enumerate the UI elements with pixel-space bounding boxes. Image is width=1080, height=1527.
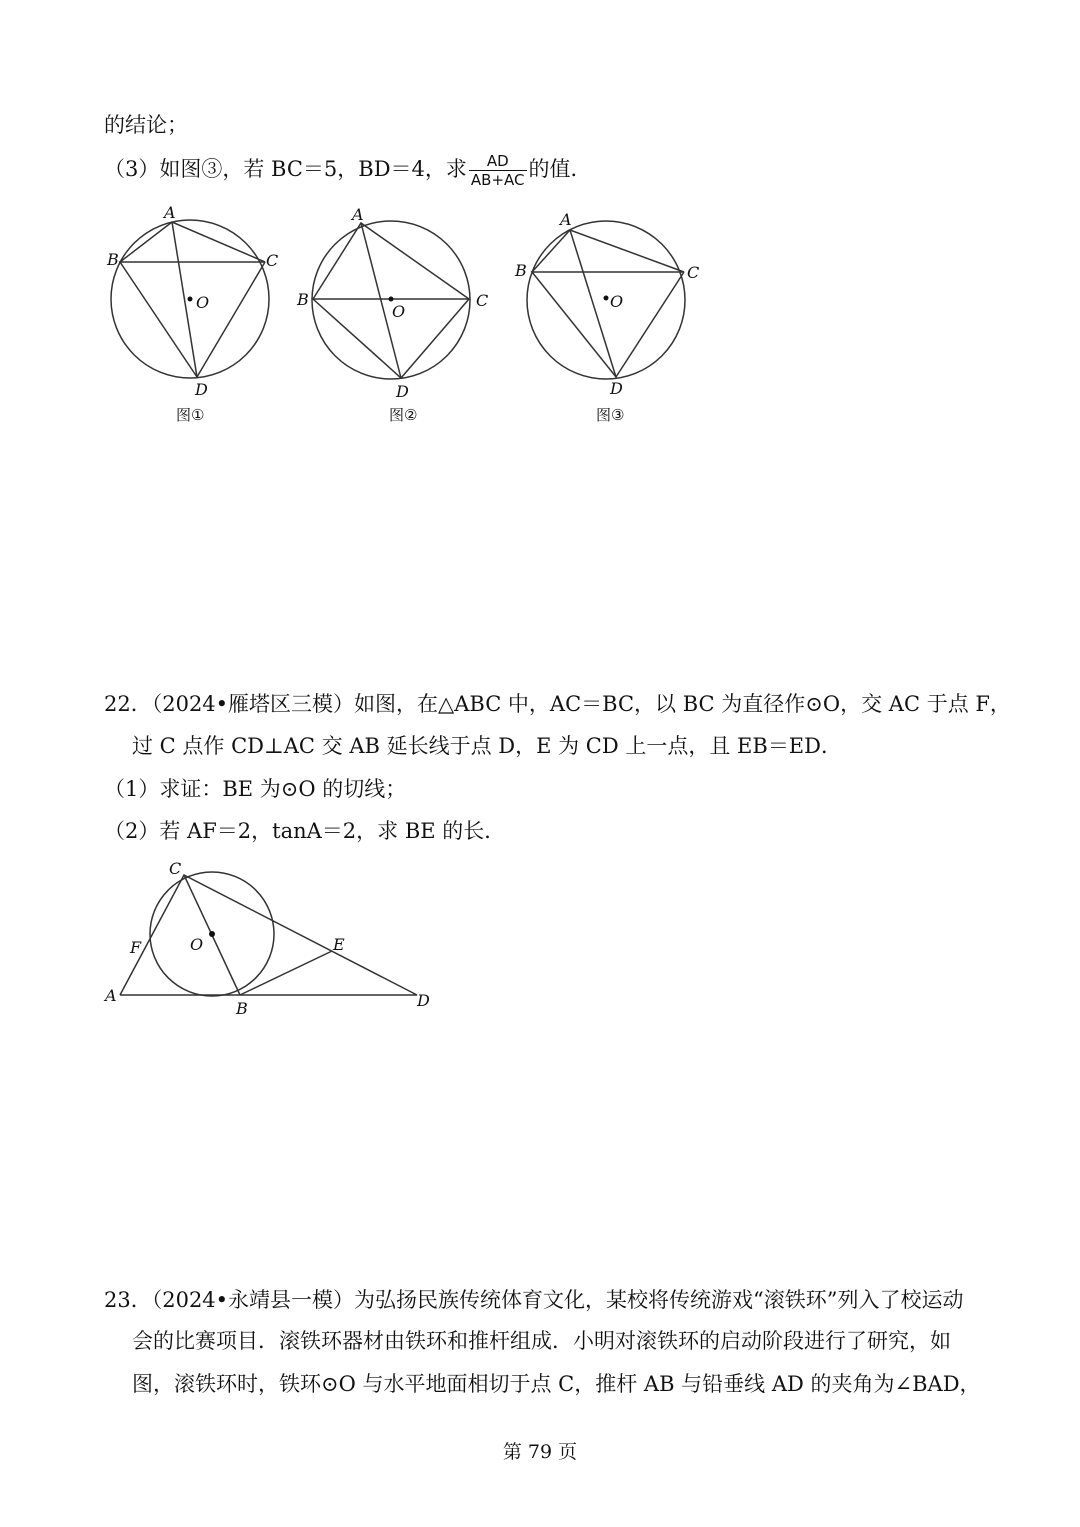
fig1-label-C: C — [266, 251, 279, 270]
fig1-label-B: B — [107, 250, 119, 269]
figure-q22 — [100, 855, 440, 1025]
fraction-denominator: AB+AC — [470, 171, 525, 189]
q22-label-D: D — [417, 991, 430, 1010]
fig1-label-A: A — [164, 203, 176, 222]
q23-line3: 图，滚铁环时，铁环⊙O 与水平地面相切于点 C，推杆 AB 与铅垂线 AD 的夹角为∠BAD， — [132, 1372, 981, 1396]
fig2-label-O: O — [392, 302, 406, 321]
fig3-label-D: D — [610, 379, 623, 398]
figure-2 — [295, 200, 495, 430]
q22-label-F: F — [130, 938, 142, 957]
fraction-numerator: AD — [469, 152, 527, 171]
q22-label-B: B — [236, 999, 248, 1018]
fig2-label-C: C — [476, 291, 489, 310]
page-number: 第 79 页 — [502, 1441, 578, 1463]
fraction — [469, 152, 527, 189]
fig3-label-O: O — [610, 292, 624, 311]
q23-line2: 会的比赛项目．滚铁环器材由铁环和推杆组成．小明对滚铁环的启动阶段进行了研究，如 — [132, 1329, 951, 1353]
q22-line1: 22．（2024•雁塔区三模）如图，在△ABC 中，AC＝BC，以 BC 为直径作⊙O，交 AC 于点 F， — [104, 692, 1011, 716]
fig2-label-D: D — [396, 382, 409, 401]
q21-part3 — [104, 152, 592, 189]
q22-label-O: O — [190, 935, 204, 954]
fig1-label-O: O — [196, 293, 210, 312]
figure-1 — [100, 200, 290, 430]
q22-part2: （2）若 AF＝2，tanA＝2，求 BE 的长． — [104, 819, 506, 843]
fig3-label-C: C — [687, 263, 700, 282]
q22-label-E: E — [333, 935, 345, 954]
q21-part3-text: （3）如图③，若 BC＝5，BD＝4，求 — [104, 157, 467, 181]
fig2-caption: 图② — [389, 406, 418, 424]
q21-part3-tail: 的值． — [528, 157, 592, 181]
q22-part1: （1）求证：BE 为⊙O 的切线； — [104, 777, 407, 801]
fig2-label-B: B — [297, 290, 309, 309]
q22-label-C: C — [169, 859, 182, 878]
q22-label-A: A — [105, 986, 117, 1005]
fig3-label-A: A — [560, 210, 572, 229]
q22-line2: 过 C 点作 CD⊥AC 交 AB 延长线于点 D，E 为 CD 上一点，且 EB＝ED． — [132, 734, 842, 758]
q21-conclusion-line: 的结论； — [104, 113, 188, 137]
q23-line1: 23．（2024•永靖县一模）为弘扬民族传统体育文化，某校将传统游戏“滚铁环”列入了校运动 — [104, 1288, 964, 1312]
fig1-caption: 图① — [176, 406, 205, 424]
fig3-caption: 图③ — [596, 406, 625, 424]
fig1-label-D: D — [195, 380, 208, 399]
fig3-label-B: B — [515, 261, 527, 280]
fig2-label-A: A — [352, 205, 364, 224]
figure-3 — [510, 200, 710, 430]
